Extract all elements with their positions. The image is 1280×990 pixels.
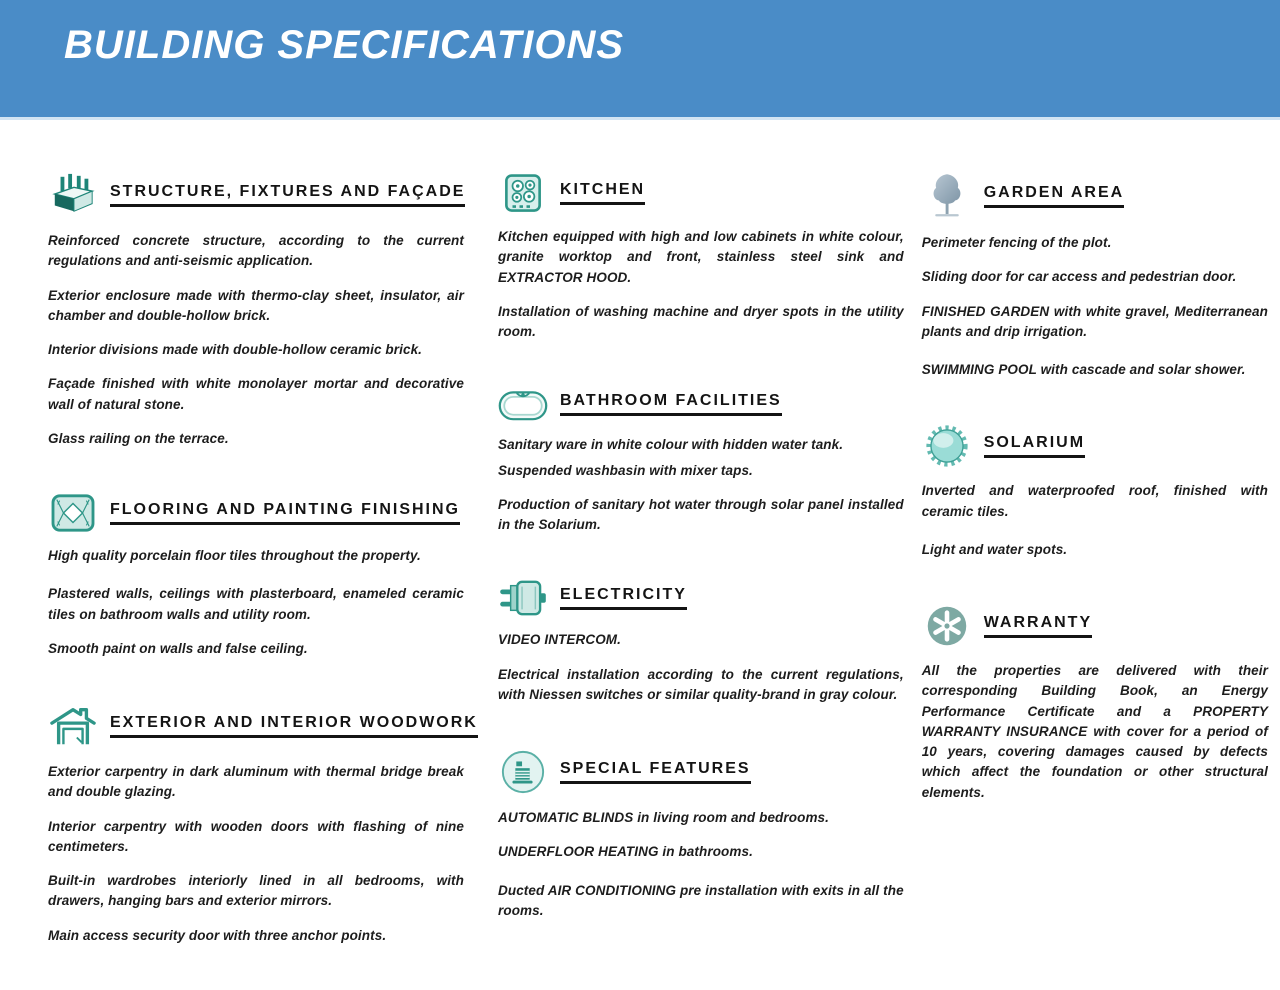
- column-2: [498, 172, 904, 990]
- section-header: [498, 579, 904, 617]
- spec-paragraph: SWIMMING POOL with cascade and solar shower.: [921, 362, 1246, 377]
- warranty-icon: [922, 604, 972, 648]
- spec-paragraph: VIDEO INTERCOM.: [498, 632, 622, 648]
- spec-paragraph: High quality porcelain floor tiles throughout the property.: [48, 548, 421, 563]
- solarium-icon: [922, 424, 972, 468]
- section-flooring: [48, 493, 464, 659]
- section-special-features: [498, 749, 904, 921]
- spec-paragraph: Sliding door for car access and pedestrian door.: [921, 269, 1237, 285]
- spec-paragraph: AUTOMATIC BLINDS in living room and bedrooms.: [498, 810, 830, 825]
- section-title: FLOORING AND PAINTING FINISHING: [110, 501, 460, 525]
- spec-paragraph: Interior divisions made with double-hollow ceramic brick.: [48, 342, 423, 357]
- spec-paragraph: Sanitary ware in white colour with hidden water tank.: [498, 437, 844, 453]
- spec-paragraph: Suspended washbasin with mixer taps.: [498, 462, 753, 478]
- section-title: KITCHEN: [560, 181, 645, 205]
- section-header: [48, 703, 478, 749]
- spec-paragraph: Built-in wardrobes interiorly lined in all bedrooms, with drawers, hanging bars and exterior mirrors.: [48, 873, 464, 909]
- spec-paragraph: UNDERFLOOR HEATING in bathrooms.: [498, 844, 753, 860]
- spec-paragraph: Kitchen equipped with high and low cabinets in white colour, granite worktop and front, stainless steel sink and EXTRACTOR HOOD.: [498, 229, 904, 285]
- title-banner: [0, 0, 1280, 120]
- section-title: ELECTRICITY: [560, 586, 687, 610]
- spec-paragraph: All the properties are delivered with their corresponding Building Book, an Energy Performance Certificate and a PROPERTY WARRANTY INSURANCE with cover for a period of 10 years, covering damages caused by defects which affect the foundation or other structural elements.: [921, 663, 1268, 800]
- spec-paragraph: Light and water spots.: [921, 541, 1068, 557]
- section-header: [498, 749, 904, 795]
- page-title: BUILDING SPECIFICATIONS: [64, 23, 625, 67]
- spec-paragraph: FINISHED GARDEN with white gravel, Mediterranean plants and drip irrigation.: [921, 303, 1268, 339]
- spec-paragraph: Interior carpentry with wooden doors with flashing of nine centimeters.: [48, 818, 464, 854]
- spec-paragraph: Perimeter fencing of the plot.: [921, 235, 1112, 250]
- section-header: [922, 604, 1268, 648]
- section-header: [48, 172, 464, 218]
- column-1: [48, 172, 478, 990]
- section-header: [48, 493, 464, 533]
- specifications-content: [0, 120, 1280, 990]
- section-title: GARDEN AREA: [984, 184, 1125, 208]
- section-kitchen: [498, 172, 904, 342]
- kitchen-icon: [498, 172, 548, 214]
- spec-paragraph: Smooth paint on walls and false ceiling.: [48, 640, 308, 656]
- spec-paragraph: Production of sanitary hot water through solar panel installed in the Solarium.: [498, 496, 904, 532]
- flooring-icon: [48, 493, 98, 533]
- spec-paragraph: Reinforced concrete structure, according to the current regulations and anti-seismic application.: [48, 233, 464, 269]
- special-features-icon: [498, 749, 548, 795]
- spec-paragraph: Installation of washing machine and dryer spots in the utility room.: [498, 303, 904, 339]
- section-title: SOLARIUM: [984, 434, 1085, 458]
- spec-paragraph: Main access security door with three anchor points.: [48, 927, 387, 943]
- section-title: EXTERIOR AND INTERIOR WOODWORK: [110, 714, 478, 738]
- section-structure: [48, 172, 464, 449]
- section-bathroom: [498, 386, 904, 535]
- spec-paragraph: Plastered walls, ceilings with plasterboard, enameled ceramic tiles on bathroom walls and utility room.: [48, 586, 464, 622]
- spec-paragraph: Exterior enclosure made with thermo-clay sheet, insulator, air chamber and double-hollow brick.: [48, 287, 464, 323]
- section-garden: [922, 172, 1268, 380]
- spec-paragraph: Ducted AIR CONDITIONING pre installation with exits in all the rooms.: [498, 882, 904, 918]
- spec-paragraph: Inverted and waterproofed roof, finished with ceramic tiles.: [921, 483, 1268, 519]
- section-header: [498, 386, 904, 422]
- spec-paragraph: Electrical installation according to the current regulations, with Niessen switches or similar quality-brand in gray colour.: [498, 666, 904, 702]
- section-solarium: [922, 424, 1268, 560]
- structure-icon: [48, 172, 98, 218]
- section-header: [922, 424, 1268, 468]
- section-title: WARRANTY: [984, 614, 1092, 638]
- electricity-icon: [498, 579, 548, 617]
- spec-paragraph: Façade finished with white monolayer mortar and decorative wall of natural stone.: [48, 376, 464, 412]
- woodwork-icon: [48, 703, 98, 749]
- spec-paragraph: Exterior carpentry in dark aluminum with thermal bridge break and double glazing.: [48, 764, 464, 800]
- section-electricity: [498, 579, 904, 705]
- bathroom-icon: [498, 386, 548, 422]
- section-header: [922, 172, 1268, 220]
- column-3: [922, 172, 1268, 990]
- section-header: [498, 172, 904, 214]
- garden-icon: [922, 172, 972, 220]
- section-title: STRUCTURE, FIXTURES AND FAÇADE: [110, 183, 465, 207]
- section-warranty: [922, 604, 1268, 803]
- section-title: SPECIAL FEATURES: [560, 760, 751, 784]
- section-title: BATHROOM FACILITIES: [560, 392, 782, 416]
- spec-paragraph: Glass railing on the terrace.: [48, 430, 229, 446]
- section-woodwork: [48, 703, 478, 946]
